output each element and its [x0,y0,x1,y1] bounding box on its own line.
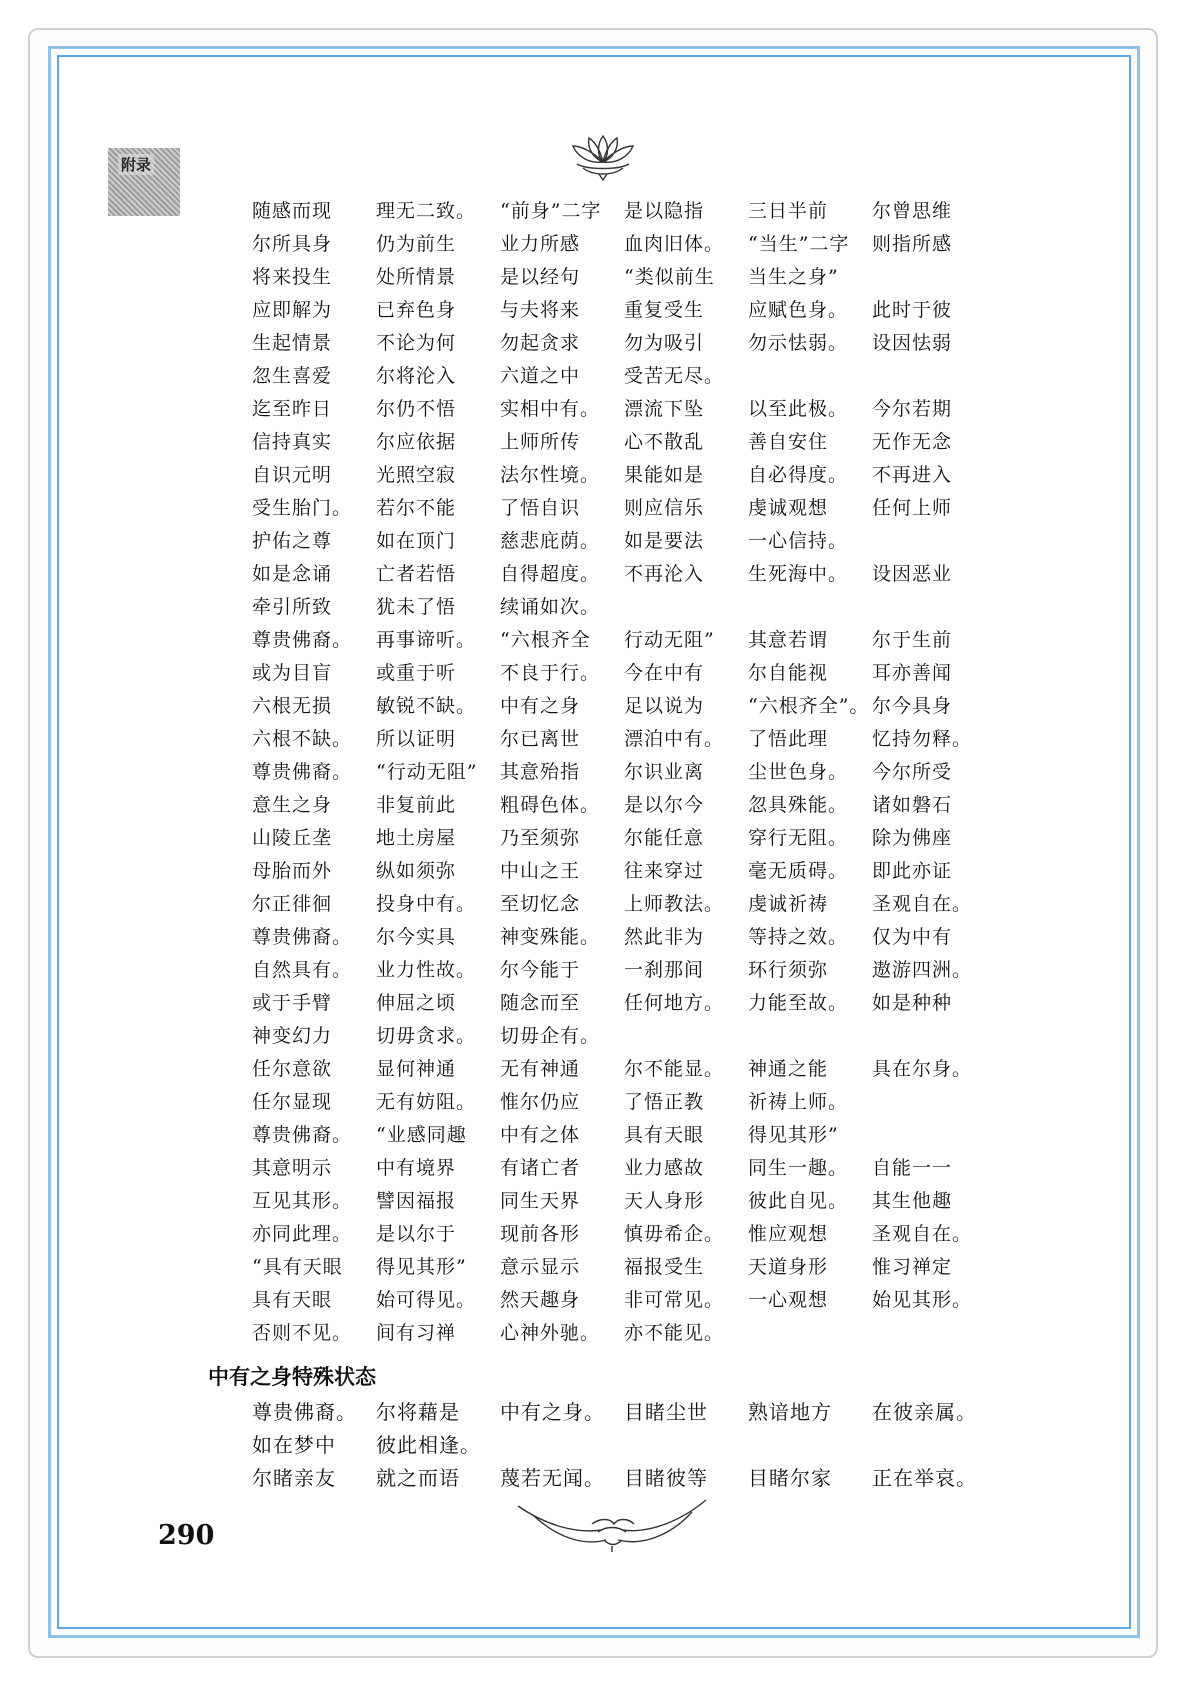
verse-row [252,325,1012,358]
verse-cell: 或为目盲 [252,662,333,684]
verse-row [252,1150,1012,1183]
verse-cell: 圣观自在。 [872,1223,973,1245]
verse-cell: 尊贵佛裔。 [252,761,353,783]
verse-cell: 自识元明 [252,464,333,486]
verse-cell: 力能至故。 [748,992,849,1014]
verse-cell: 其生他趣 [872,1190,953,1212]
verse-cell: 尘世色身。 [748,761,849,783]
lotus-icon [569,130,637,182]
verse-cell: 毫无质碍。 [748,860,849,882]
verse-cell: 勿示怯弱。 [748,332,849,354]
verse-row [252,424,1012,457]
verse-cell: 心神外驰。 [500,1322,601,1344]
verse-row [252,457,1012,490]
verse-cell: 任尔显现 [252,1091,333,1113]
verse-cell: 即此亦证 [872,860,953,882]
verse-cell: 受生胎门。 [252,497,353,519]
verse-cell: 非可常见。 [624,1289,725,1311]
verse-cell: 彼此相逢。 [376,1433,481,1457]
verse-cell: 六道之中 [500,365,581,387]
verse-cell: 尊贵佛裔。 [252,1124,353,1146]
verse-cell: 山陵丘垄 [252,827,333,849]
verse-cell: 仍为前生 [376,233,457,255]
verse-cell: 忽生喜爱 [252,365,333,387]
verse-cell: 六根不缺。 [252,728,353,750]
verse-cell: “当生”二字 [748,233,850,255]
verse-cell: 神变殊能。 [500,926,601,948]
verse-cell: 一心信持。 [748,530,849,552]
verse-cell: 犹未了悟 [376,596,457,618]
verse-cell: 无作无念 [872,431,953,453]
verse-cell: 得见其形” [748,1124,839,1146]
verse-row [252,1394,1012,1427]
verse-row [252,556,1012,589]
verse-cell: 蔑若无闻。 [500,1466,605,1490]
verse-row [252,853,1012,886]
verse-cell: 神变幻力 [252,1025,333,1047]
verse-cell: 今尔所受 [872,761,953,783]
verse-row [252,193,1012,226]
verse-cell: 则指所感 [872,233,953,255]
verse-cell: 耳亦善闻 [872,662,953,684]
verse-cell: 祈祷上师。 [748,1091,849,1113]
verse-cell: 正在举哀。 [872,1466,977,1490]
verse-cell: 应即解为 [252,299,333,321]
verse-cell: 中有之身。 [500,1400,605,1424]
verse-cell: 以至此极。 [748,398,849,420]
verse-cell: 惟应观想 [748,1223,829,1245]
verse-cell: 目睹彼等 [624,1466,708,1490]
verse-cell: 如是要法 [624,530,705,552]
verse-cell: 投身中有。 [376,893,477,915]
verse-cell: 此时于彼 [872,299,953,321]
verse-cell: 尊贵佛裔。 [252,1400,357,1424]
verse-cell: 自能一一 [872,1157,953,1179]
verse-cell: 生起情景 [252,332,333,354]
verse-cell: 互见其形。 [252,1190,353,1212]
verse-cell: 如是种种 [872,992,953,1014]
verse-cell: 显何神通 [376,1058,457,1080]
verse-cell: 任尔意欲 [252,1058,333,1080]
verse-cell: 果能如是 [624,464,705,486]
verse-row [252,589,1012,622]
verse-cell: 遨游四洲。 [872,959,973,981]
verse-cell: 设因怯弱 [872,332,953,354]
verse-cell: 诸如磐石 [872,794,953,816]
verse-cell: 漂泊中有。 [624,728,725,750]
verse-cell: 往来穿过 [624,860,705,882]
verse-cell: 牵引所致 [252,596,333,618]
verse-cell: 母胎而外 [252,860,333,882]
verse-row [252,1018,1012,1051]
verse-cell: “前身”二字 [500,200,602,222]
verse-cell: 业力所感 [500,233,581,255]
verse-cell: 在彼亲属。 [872,1400,977,1424]
verse-cell: 任何上师 [872,497,953,519]
verse-cell: 三日半前 [748,200,829,222]
verse-cell: 有诸亡者 [500,1157,581,1179]
verse-row [252,622,1012,655]
verse-cell: 切毋企有。 [500,1025,601,1047]
verse-cell: “六根齐全 [500,629,591,651]
verse-row [252,688,1012,721]
verse-row [252,226,1012,259]
verse-cell: 自得超度。 [500,563,601,585]
verse-cell: 已弃色身 [376,299,457,321]
page-number: 290 [158,1520,215,1551]
verse-row [252,985,1012,1018]
verse-cell: 业力感故 [624,1157,705,1179]
verse-cell: 尔今具身 [872,695,953,717]
verse-cell: 惟尔仍应 [500,1091,581,1113]
verse-cell: 了悟此理 [748,728,829,750]
verse-cell: 勿起贪求 [500,332,581,354]
verse-row [252,1427,1012,1460]
verse-row [252,820,1012,853]
verse-row [252,721,1012,754]
verse-cell: “行动无阻” [376,761,478,783]
verse-cell: 一心观想 [748,1289,829,1311]
verse-cell: 否则不见。 [252,1322,353,1344]
verse-block [252,193,1012,1348]
verse-cell: 具有天眼 [624,1124,705,1146]
verse-row [252,358,1012,391]
verse-cell: 无有妨阻。 [376,1091,477,1113]
verse-cell: 随念而至 [500,992,581,1014]
verse-cell: 圣观自在。 [872,893,973,915]
verse-cell: 勿为吸引 [624,332,705,354]
verse-cell: 尔识业离 [624,761,705,783]
verse-cell: 理无二致。 [376,200,477,222]
section-verse-block [252,1394,1012,1493]
verse-cell: 亦不能见。 [624,1322,725,1344]
verse-cell: 善自安住 [748,431,829,453]
verse-cell: 中山之王 [500,860,581,882]
verse-row [252,1216,1012,1249]
verse-cell: 处所情景 [376,266,457,288]
verse-row [252,754,1012,787]
verse-cell: 神通之能 [748,1058,829,1080]
verse-cell: 设因恶业 [872,563,953,585]
verse-cell: 无有神通 [500,1058,581,1080]
verse-cell: 伸屈之顷 [376,992,457,1014]
verse-cell: 任何地方。 [624,992,725,1014]
verse-cell: 尔正徘徊 [252,893,333,915]
verse-cell: 业力性故。 [376,959,477,981]
verse-cell: 尔自能视 [748,662,829,684]
verse-cell: 忆持勿释。 [872,728,973,750]
verse-cell: 将来投生 [252,266,333,288]
verse-cell: 尔曾思维 [872,200,953,222]
verse-row [252,952,1012,985]
verse-cell: 具有天眼 [252,1289,333,1311]
verse-cell: 其意殆指 [500,761,581,783]
verse-cell: 得见其形” [376,1256,467,1278]
verse-cell: 中有境界 [376,1157,457,1179]
verse-cell: 等持之效。 [748,926,849,948]
verse-cell: 是以隐指 [624,200,705,222]
verse-cell: 同生天界 [500,1190,581,1212]
verse-row [252,1315,1012,1348]
verse-cell: 是以尔今 [624,794,705,816]
verse-cell: 尔今能于 [500,959,581,981]
verse-cell: “类似前生 [624,266,715,288]
verse-row [252,1117,1012,1150]
verse-cell: 尔睹亲友 [252,1466,336,1490]
verse-cell: 敏锐不缺。 [376,695,477,717]
verse-cell: 天道身形 [748,1256,829,1278]
verse-cell: 则应信乐 [624,497,705,519]
verse-cell: 慈悲庇荫。 [500,530,601,552]
verse-cell: 光照空寂 [376,464,457,486]
verse-cell: 是以经句 [500,266,581,288]
verse-cell: 虔诚观想 [748,497,829,519]
verse-cell: 尔能任意 [624,827,705,849]
verse-cell: “业感同趣 [376,1124,467,1146]
verse-cell: 是以尔于 [376,1223,457,1245]
verse-cell: 如在梦中 [252,1433,336,1457]
verse-cell: 中有之身 [500,695,581,717]
verse-cell: 忽具殊能。 [748,794,849,816]
verse-cell: 漂流下坠 [624,398,705,420]
verse-cell: 熟谙地方 [748,1400,832,1424]
verse-cell: 上师所传 [500,431,581,453]
verse-cell: 切毋贪求。 [376,1025,477,1047]
verse-row [252,655,1012,688]
verse-cell: 纵如须弥 [376,860,457,882]
verse-cell: 福报受生 [624,1256,705,1278]
verse-cell: 当生之身” [748,266,839,288]
verse-cell: 譬因福报 [376,1190,457,1212]
verse-cell: 上师教法。 [624,893,725,915]
verse-cell: 自必得度。 [748,464,849,486]
verse-cell: 尔应依据 [376,431,457,453]
verse-cell: 目睹尘世 [624,1400,708,1424]
verse-cell: 若尔不能 [376,497,457,519]
verse-cell: 意示显示 [500,1256,581,1278]
verse-cell: 不再沦入 [624,563,705,585]
verse-cell: 行动无阻” [624,629,715,651]
verse-cell: 一刹那间 [624,959,705,981]
verse-row [252,787,1012,820]
verse-cell: 与夫将来 [500,299,581,321]
verse-cell: 随感而现 [252,200,333,222]
appendix-label: 附录 [118,154,154,175]
verse-cell: 乃至须弥 [500,827,581,849]
verse-cell: 续诵如次。 [500,596,601,618]
verse-row [252,1051,1012,1084]
verse-cell: 重复受生 [624,299,705,321]
verse-cell: 今尔若期 [872,398,953,420]
verse-cell: 尔将藉是 [376,1400,460,1424]
verse-cell: 现前各形 [500,1223,581,1245]
verse-row [252,391,1012,424]
verse-cell: 或重于听 [376,662,457,684]
verse-cell: 应赋色身。 [748,299,849,321]
verse-cell: 目睹尔家 [748,1466,832,1490]
verse-cell: 自然具有。 [252,959,353,981]
verse-row [252,1249,1012,1282]
verse-row [252,490,1012,523]
verse-cell: 其意明示 [252,1157,333,1179]
verse-cell: 天人身形 [624,1190,705,1212]
verse-cell: 间有习禅 [376,1322,457,1344]
verse-cell: 实相中有。 [500,398,601,420]
verse-cell: 亦同此理。 [252,1223,353,1245]
verse-cell: 信持真实 [252,431,333,453]
verse-cell: 尔仍不悟 [376,398,457,420]
verse-row [252,1282,1012,1315]
verse-row [252,919,1012,952]
verse-cell: 尔已离世 [500,728,581,750]
verse-cell: 尔将沦入 [376,365,457,387]
verse-cell: 尔于生前 [872,629,953,651]
verse-cell: 环行须弥 [748,959,829,981]
verse-cell: “六根齐全”。 [748,695,870,717]
verse-cell: 除为佛座 [872,827,953,849]
verse-cell: 不论为何 [376,332,457,354]
verse-row [252,523,1012,556]
verse-cell: 护佑之尊 [252,530,333,552]
joined-hands-icon [514,1494,710,1554]
verse-cell: 了悟正教 [624,1091,705,1113]
verse-cell: 迄至昨日 [252,398,333,420]
verse-cell: 尔今实具 [376,926,457,948]
verse-cell: 穿行无阻。 [748,827,849,849]
verse-cell: 中有之体 [500,1124,581,1146]
verse-cell: 同生一趣。 [748,1157,849,1179]
verse-cell: 不再进入 [872,464,953,486]
verse-cell: 具在尔身。 [872,1058,973,1080]
verse-cell: 彼此自见。 [748,1190,849,1212]
verse-cell: 粗碍色体。 [500,794,601,816]
verse-row [252,1183,1012,1216]
verse-cell: 尔不能显。 [624,1058,725,1080]
verse-row [252,886,1012,919]
verse-cell: “具有天眼 [252,1256,343,1278]
verse-cell: 仅为中有 [872,926,953,948]
verse-row [252,1460,1012,1493]
verse-cell: 就之而语 [376,1466,460,1490]
verse-cell: 受苦无尽。 [624,365,725,387]
verse-cell: 亡者若悟 [376,563,457,585]
verse-cell: 了悟自识 [500,497,581,519]
verse-row [252,1084,1012,1117]
verse-cell: 不良于行。 [500,662,601,684]
verse-cell: 再事谛听。 [376,629,477,651]
verse-cell: 始可得见。 [376,1289,477,1311]
verse-cell: 心不散乱 [624,431,705,453]
verse-cell: 生死海中。 [748,563,849,585]
verse-cell: 所以证明 [376,728,457,750]
verse-cell: 然此非为 [624,926,705,948]
section-title: 中有之身特殊状态 [208,1365,376,1389]
verse-cell: 虔诚祈祷 [748,893,829,915]
verse-cell: 慎毋希企。 [624,1223,725,1245]
verse-cell: 如是念诵 [252,563,333,585]
verse-cell: 至切忆念 [500,893,581,915]
verse-cell: 六根无损 [252,695,333,717]
verse-row [252,259,1012,292]
verse-cell: 足以说为 [624,695,705,717]
verse-cell: 其意若谓 [748,629,829,651]
verse-cell: 惟习禅定 [872,1256,953,1278]
verse-cell: 尔所具身 [252,233,333,255]
verse-cell: 始见其形。 [872,1289,973,1311]
verse-cell: 法尔性境。 [500,464,601,486]
verse-cell: 尊贵佛裔。 [252,629,353,651]
verse-cell: 尊贵佛裔。 [252,926,353,948]
verse-cell: 血肉旧体。 [624,233,725,255]
verse-cell: 地土房屋 [376,827,457,849]
verse-cell: 或于手臂 [252,992,333,1014]
verse-cell: 然天趣身 [500,1289,581,1311]
verse-cell: 意生之身 [252,794,333,816]
verse-cell: 非复前此 [376,794,457,816]
verse-cell: 如在顶门 [376,530,457,552]
verse-row [252,292,1012,325]
verse-cell: 今在中有 [624,662,705,684]
